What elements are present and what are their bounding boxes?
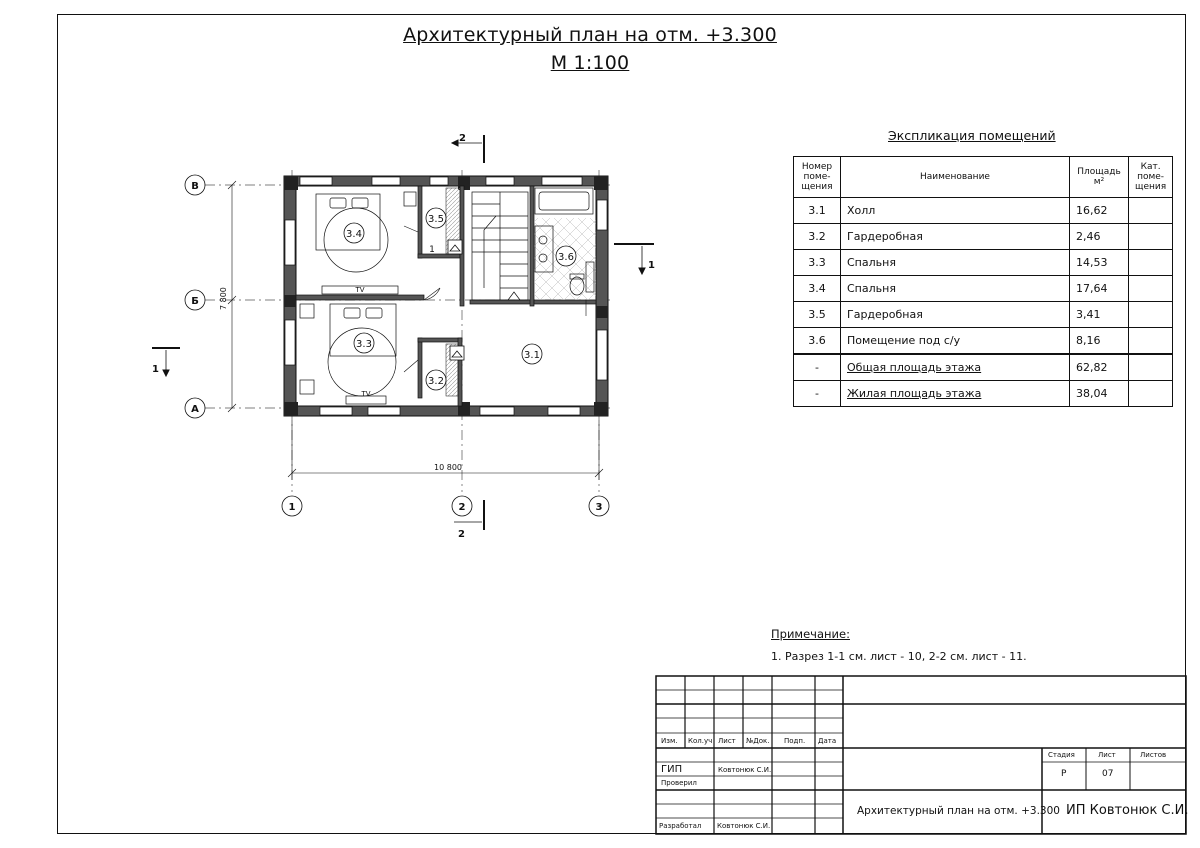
- drawing-scale: М 1:100: [550, 52, 630, 74]
- stamp-col-header: Кол.уч: [688, 737, 713, 745]
- explication-title: Экспликация помещений: [888, 128, 1056, 143]
- room-name: Жилая площадь этажа: [841, 381, 1070, 407]
- room-number: 3.6: [794, 328, 841, 355]
- column-header: Наименование: [841, 157, 1070, 198]
- stamp-sheets-label: Листов: [1140, 751, 1167, 759]
- stamp-col-header: Лист: [718, 737, 736, 745]
- room-label: 3.3: [356, 339, 372, 350]
- room-name: Холл: [841, 198, 1070, 224]
- room-area: 3,41: [1070, 302, 1129, 328]
- section-mark-label: 2: [458, 529, 465, 540]
- room-label: 3.1: [524, 350, 540, 361]
- room-number: 3.3: [794, 250, 841, 276]
- dim-height: 7 800: [219, 287, 228, 310]
- axis-label-row: А: [191, 404, 199, 415]
- stamp-sheet-number: 07: [1102, 769, 1114, 779]
- stamp-col-header: Изм.: [661, 737, 678, 745]
- room-label: 3.4: [346, 229, 362, 240]
- note-title: Примечание:: [771, 627, 850, 641]
- room-number: 3.2: [794, 224, 841, 250]
- room-label: 3.6: [558, 252, 574, 263]
- drawing-title: Архитектурный план на отм. +3.300: [403, 24, 777, 46]
- room-number: 3.1: [794, 198, 841, 224]
- stamp-col-header: №Док.: [746, 737, 770, 745]
- room-area: 62,82: [1070, 354, 1129, 381]
- room-area: 17,64: [1070, 276, 1129, 302]
- axis-label-col: 3: [595, 502, 603, 513]
- stamp-stage-label: Стадия: [1048, 751, 1075, 759]
- stamp-stage: Р: [1061, 769, 1067, 779]
- room-area: 8,16: [1070, 328, 1129, 355]
- room-name: Гардеробная: [841, 302, 1070, 328]
- stamp-col-header: Дата: [818, 737, 837, 745]
- column-header: Площадь м²: [1070, 157, 1129, 198]
- stamp-company: ИП Ковтонюк С.И.: [1066, 803, 1189, 818]
- note-text: 1. Разрез 1-1 см. лист - 10, 2-2 см. лист - 11.: [771, 650, 1027, 663]
- column-header: Кат. поме- щения: [1129, 157, 1173, 198]
- stair-number: 1: [429, 245, 435, 255]
- stamp-developed-name: Ковтонюк С.И.: [717, 822, 771, 830]
- axis-label-row: В: [191, 181, 199, 192]
- room-label: 3.2: [428, 376, 444, 387]
- axis-label-row: Б: [191, 296, 199, 307]
- room-name: Спальня: [841, 276, 1070, 302]
- room-area: 14,53: [1070, 250, 1129, 276]
- room-area: 38,04: [1070, 381, 1129, 407]
- stamp-sheet-label: Лист: [1098, 751, 1116, 759]
- room-area: 16,62: [1070, 198, 1129, 224]
- section-mark-label: 2: [459, 133, 466, 144]
- section-mark-label: 1: [648, 260, 655, 271]
- room-name: Спальня: [841, 250, 1070, 276]
- stamp-doc-title: Архитектурный план на отм. +3.300: [857, 805, 1060, 817]
- room-number: -: [794, 354, 841, 381]
- room-number: 3.4: [794, 276, 841, 302]
- stamp-gip-name: Ковтонюк С.И.: [718, 766, 772, 774]
- column-header: Номер поме- щения: [794, 157, 841, 198]
- tv-label: TV: [355, 286, 365, 294]
- room-name: Помещение под с/у: [841, 328, 1070, 355]
- room-label: 3.5: [428, 214, 444, 225]
- stamp-gip-label: ГИП: [661, 764, 683, 775]
- axis-label-col: 1: [288, 502, 296, 513]
- room-number: -: [794, 381, 841, 407]
- dim-width: 10 800: [434, 463, 462, 472]
- room-area: 2,46: [1070, 224, 1129, 250]
- axis-label-col: 2: [458, 502, 466, 513]
- room-name: Общая площадь этажа: [841, 354, 1070, 381]
- section-mark-label: 1: [152, 364, 159, 375]
- stamp-col-header: Подп.: [784, 737, 806, 745]
- room-number: 3.5: [794, 302, 841, 328]
- stamp-developed-label: Разработал: [659, 822, 702, 830]
- stamp-checked-label: Проверил: [661, 779, 697, 787]
- tv-label: TV: [361, 390, 371, 398]
- room-name: Гардеробная: [841, 224, 1070, 250]
